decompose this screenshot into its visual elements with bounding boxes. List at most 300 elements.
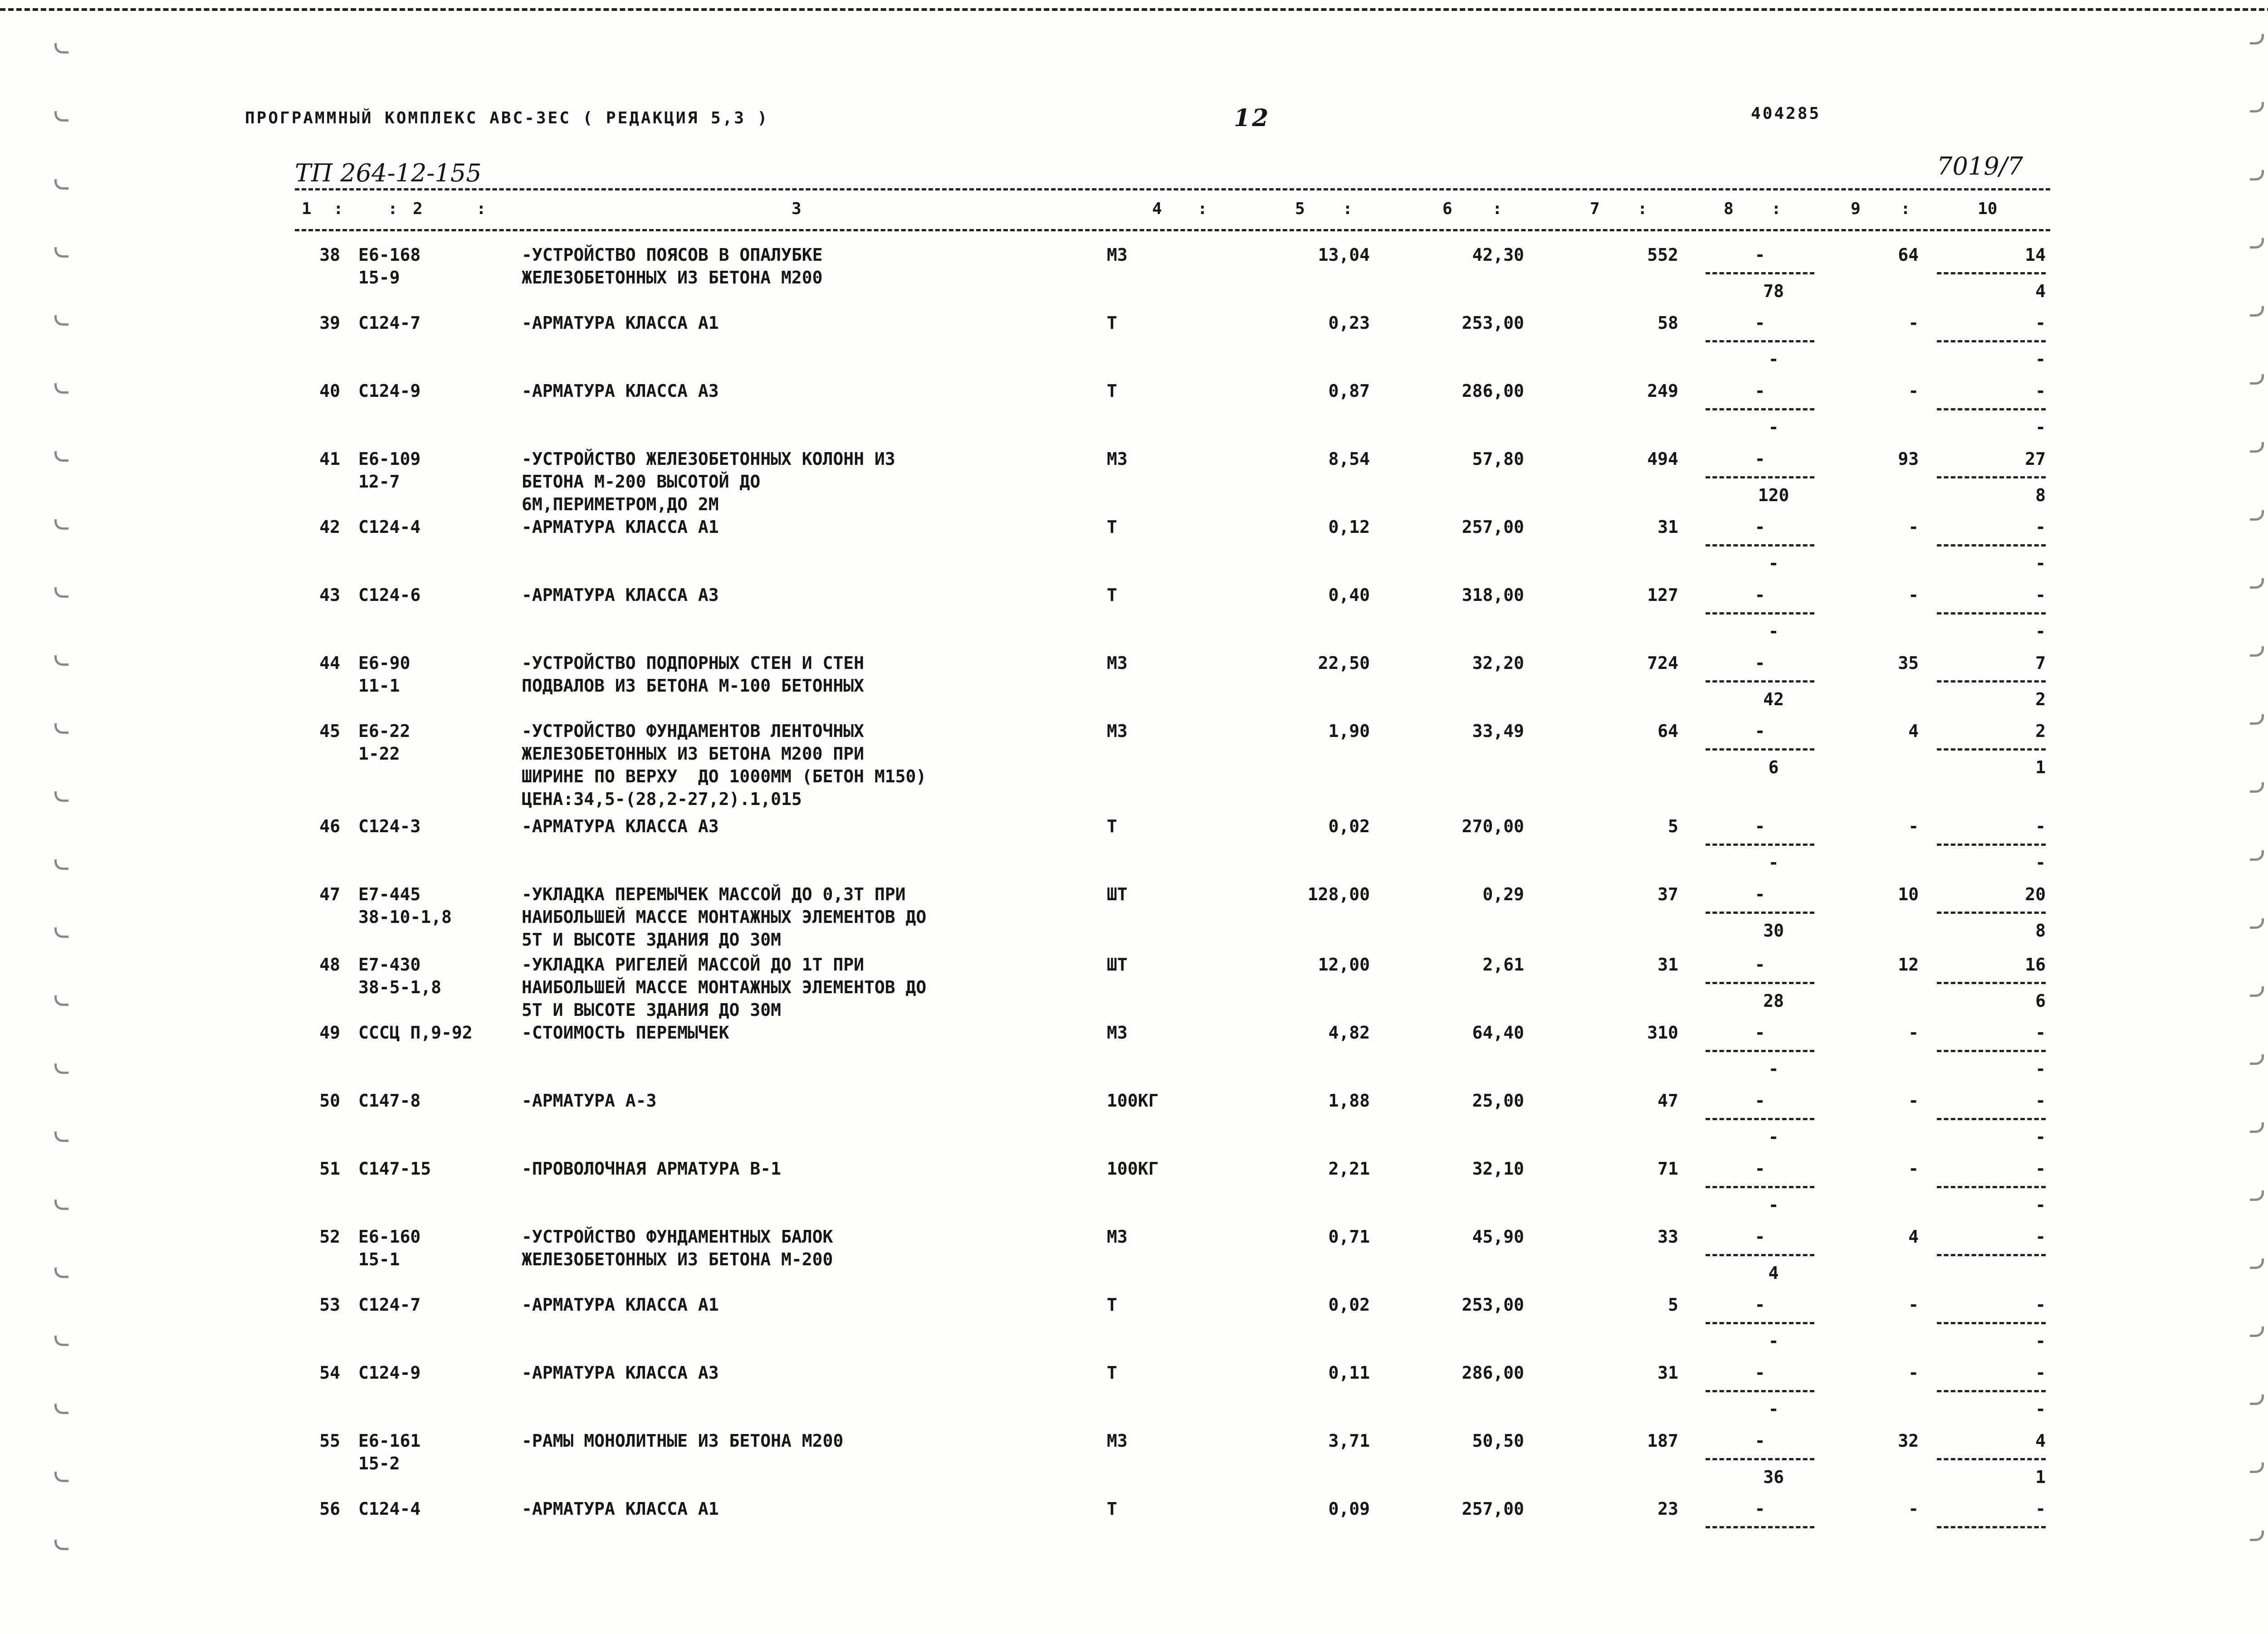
col10-bottom: - <box>2035 1331 2046 1351</box>
col10-bottom: - <box>2035 553 2046 573</box>
col10-bottom: 1 <box>2035 1467 2046 1487</box>
work-description: 5Т И ВЫСОТЕ ЗДАНИЯ ДО 30М <box>522 930 781 950</box>
unit-price: 318,00 <box>1461 585 1524 605</box>
col10-top: - <box>2035 1499 2046 1519</box>
column-separator: : <box>1637 200 1647 218</box>
unit: Т <box>1107 1499 1117 1519</box>
row-number: 54 <box>319 1363 340 1383</box>
unit-price: 0,29 <box>1482 884 1524 904</box>
right-feed-hole-mark <box>2250 374 2264 385</box>
quantity: 1,88 <box>1328 1091 1370 1111</box>
col8-fraction-rule <box>1706 1390 1814 1392</box>
col10-top: 16 <box>2025 955 2046 975</box>
work-description: ЦЕНА:34,5-(28,2-27,2).1,015 <box>522 789 802 809</box>
left-feed-hole-mark <box>54 1132 68 1142</box>
left-feed-hole-mark <box>54 927 68 938</box>
col8-top: - <box>1755 1091 1765 1111</box>
rate-code: С124-9 <box>358 1363 421 1383</box>
col8-fraction-rule <box>1706 612 1814 615</box>
col8-top: - <box>1755 1023 1765 1043</box>
work-description: -УСТРОЙСТВО ПОЯСОВ В ОПАЛУБКЕ <box>522 245 823 265</box>
col8-bottom: - <box>1768 1195 1779 1215</box>
col8-fraction-rule <box>1706 1186 1814 1188</box>
right-feed-hole-mark <box>2250 714 2264 725</box>
col8-top: - <box>1755 1295 1765 1315</box>
row-number: 55 <box>319 1431 340 1451</box>
total-cost: 310 <box>1647 1023 1678 1043</box>
col10-bottom: - <box>2035 1399 2046 1419</box>
right-feed-hole-mark <box>2250 1463 2264 1473</box>
right-feed-hole-mark <box>2250 102 2264 112</box>
right-feed-hole-mark <box>2250 170 2264 180</box>
quantity: 0,12 <box>1328 517 1370 537</box>
col9: 10 <box>1898 884 1919 904</box>
col8-top: - <box>1755 313 1765 333</box>
left-feed-hole-mark <box>54 655 68 666</box>
col9: - <box>1908 1023 1919 1043</box>
right-feed-hole-mark <box>2250 442 2264 453</box>
col8-bottom: - <box>1768 621 1779 641</box>
col8-fraction-rule <box>1706 544 1814 546</box>
col10-bottom: 8 <box>2035 921 2046 941</box>
total-cost: 71 <box>1657 1159 1678 1179</box>
col8-fraction-rule <box>1706 1254 1814 1256</box>
work-description: -АРМАТУРА КЛАССА А1 <box>522 1499 719 1519</box>
column-header-10: 10 <box>1978 200 1998 218</box>
right-feed-hole-mark <box>2250 646 2264 657</box>
col8-fraction-rule <box>1706 476 1814 478</box>
right-feed-hole-mark <box>2250 782 2264 793</box>
col10-bottom: 1 <box>2035 757 2046 777</box>
col10-fraction-rule <box>1937 680 2046 683</box>
column-separator: : <box>1198 200 1207 218</box>
quantity: 22,50 <box>1318 653 1370 673</box>
left-feed-hole-mark <box>54 451 68 462</box>
right-feed-hole-mark <box>2250 1258 2264 1269</box>
col8-top: - <box>1755 585 1765 605</box>
unit-price: 45,90 <box>1472 1227 1524 1247</box>
unit: Т <box>1107 585 1117 605</box>
quantity: 4,82 <box>1328 1023 1370 1043</box>
top-dashed-rule <box>0 8 2268 11</box>
col10-fraction-rule <box>1937 612 2046 615</box>
col10-bottom: 2 <box>2035 689 2046 709</box>
unit-price: 2,61 <box>1482 955 1524 975</box>
col8-bottom: - <box>1768 349 1779 369</box>
unit: М3 <box>1107 721 1128 741</box>
col9: - <box>1908 585 1919 605</box>
rate-code: С124-4 <box>358 517 421 537</box>
column-header-4: 4 <box>1152 200 1162 218</box>
unit-price: 64,40 <box>1472 1023 1524 1043</box>
unit: 100КГ <box>1107 1091 1159 1111</box>
rate-code-sub: 1-22 <box>358 744 400 764</box>
work-description: ПОДВАЛОВ ИЗ БЕТОНА М-100 БЕТОННЫХ <box>522 676 864 696</box>
col8-fraction-rule <box>1706 844 1814 846</box>
unit-price: 257,00 <box>1461 517 1524 537</box>
column-separator: : <box>1343 200 1353 218</box>
work-description: -УСТРОЙСТВО ПОДПОРНЫХ СТЕН И СТЕН <box>522 653 864 673</box>
col10-top: 14 <box>2025 245 2046 265</box>
left-feed-hole-mark <box>54 1472 68 1482</box>
rate-code-sub: 15-2 <box>358 1454 400 1473</box>
row-number: 45 <box>319 721 340 741</box>
unit: Т <box>1107 1363 1117 1383</box>
col9: 35 <box>1898 653 1919 673</box>
row-number: 41 <box>319 449 340 469</box>
work-description: 6М,ПЕРИМЕТРОМ,ДО 2М <box>522 494 719 514</box>
col9: 32 <box>1898 1431 1919 1451</box>
total-cost: 5 <box>1668 1295 1678 1315</box>
col10-bottom: - <box>2035 1195 2046 1215</box>
col8-bottom: - <box>1768 1127 1779 1147</box>
col9: - <box>1908 816 1919 836</box>
col8-fraction-rule <box>1706 1050 1814 1052</box>
work-description: ШИРИНЕ ПО ВЕРХУ ДО 1000ММ (БЕТОН М150) <box>522 766 927 786</box>
col10-top: - <box>2035 1091 2046 1111</box>
col8-fraction-rule <box>1706 1118 1814 1120</box>
left-feed-hole-mark <box>54 1336 68 1346</box>
column-header-2: 2 <box>413 200 423 218</box>
col8-bottom: 28 <box>1763 991 1784 1011</box>
work-description: ЖЕЛЕЗОБЕТОННЫХ ИЗ БЕТОНА М200 <box>522 268 823 288</box>
left-feed-hole-mark <box>54 723 68 734</box>
col10-bottom: - <box>2035 1127 2046 1147</box>
col8-top: - <box>1755 245 1765 265</box>
col8-top: - <box>1755 1431 1765 1451</box>
row-number: 46 <box>319 816 340 836</box>
rate-code-sub: 38-10-1,8 <box>358 907 452 927</box>
row-number: 47 <box>319 884 340 904</box>
col10-fraction-rule <box>1937 1050 2046 1052</box>
unit-price: 32,10 <box>1472 1159 1524 1179</box>
left-feed-hole-mark <box>54 859 68 870</box>
col10-fraction-rule <box>1937 844 2046 846</box>
col10-top: - <box>2035 1159 2046 1179</box>
left-feed-hole-mark <box>54 315 68 326</box>
quantity: 3,71 <box>1328 1431 1370 1451</box>
unit: ШТ <box>1107 884 1128 904</box>
total-cost: 552 <box>1647 245 1678 265</box>
col10-top: 7 <box>2035 653 2046 673</box>
col10-top: 2 <box>2035 721 2046 741</box>
col10-top: - <box>2035 1227 2046 1247</box>
col8-fraction-rule <box>1706 748 1814 751</box>
unit: Т <box>1107 1295 1117 1315</box>
unit-price: 33,49 <box>1472 721 1524 741</box>
col10-top: - <box>2035 585 2046 605</box>
row-number: 38 <box>319 245 340 265</box>
work-description: -АРМАТУРА А-3 <box>522 1091 657 1111</box>
col10-top: - <box>2035 1295 2046 1315</box>
work-description: -УСТРОЙСТВО ФУНДАМЕНТНЫХ БАЛОК <box>522 1227 833 1247</box>
left-feed-hole-mark <box>54 383 68 394</box>
col9: - <box>1908 1499 1919 1519</box>
left-feed-hole-mark <box>54 519 68 530</box>
unit-price: 253,00 <box>1461 1295 1524 1315</box>
rate-code: С124-9 <box>358 381 421 401</box>
rate-code: С124-4 <box>358 1499 421 1519</box>
quantity: 8,54 <box>1328 449 1370 469</box>
quantity: 0,40 <box>1328 585 1370 605</box>
quantity: 2,21 <box>1328 1159 1370 1179</box>
col9: - <box>1908 1363 1919 1383</box>
col10-bottom: - <box>2035 853 2046 873</box>
col8-bottom: - <box>1768 1059 1779 1079</box>
col8-fraction-rule <box>1706 680 1814 683</box>
quantity: 0,02 <box>1328 1295 1370 1315</box>
work-description: -АРМАТУРА КЛАССА А1 <box>522 313 719 333</box>
quantity: 128,00 <box>1307 884 1370 904</box>
total-cost: 23 <box>1657 1499 1678 1519</box>
rate-code-sub: 15-9 <box>358 268 400 288</box>
work-description: -СТОИМОСТЬ ПЕРЕМЫЧЕК <box>522 1023 729 1043</box>
left-feed-hole-mark <box>54 587 68 598</box>
total-cost: 494 <box>1647 449 1678 469</box>
rate-code: Е6-90 <box>358 653 411 673</box>
rate-code: Е6-22 <box>358 721 411 741</box>
rate-code-sub: 11-1 <box>358 676 400 696</box>
col8-top: - <box>1755 449 1765 469</box>
col8-fraction-rule <box>1706 408 1814 410</box>
work-description: -УКЛАДКА РИГЕЛЕЙ МАССОЙ ДО 1Т ПРИ <box>522 955 864 975</box>
right-feed-hole-mark <box>2250 578 2264 589</box>
total-cost: 724 <box>1647 653 1678 673</box>
left-feed-hole-mark <box>54 179 68 190</box>
col8-fraction-rule <box>1706 272 1814 274</box>
work-description: -РАМЫ МОНОЛИТНЫЕ ИЗ БЕТОНА М200 <box>522 1431 844 1451</box>
quantity: 12,00 <box>1318 955 1370 975</box>
rate-code-sub: 12-7 <box>358 472 400 492</box>
column-header-3: 3 <box>792 200 802 218</box>
right-feed-hole-mark <box>2250 238 2264 249</box>
quantity: 0,02 <box>1328 816 1370 836</box>
col8-fraction-rule <box>1706 912 1814 914</box>
row-number: 40 <box>319 381 340 401</box>
col9: 64 <box>1898 245 1919 265</box>
col8-fraction-rule <box>1706 1458 1814 1460</box>
col10-fraction-rule <box>1937 1254 2046 1256</box>
col10-fraction-rule <box>1937 1526 2046 1528</box>
col10-fraction-rule <box>1937 748 2046 751</box>
total-cost: 33 <box>1657 1227 1678 1247</box>
unit-price: 25,00 <box>1472 1091 1524 1111</box>
work-description: -УКЛАДКА ПЕРЕМЫЧЕК МАССОЙ ДО 0,3Т ПРИ <box>522 884 906 904</box>
col10-fraction-rule <box>1937 476 2046 478</box>
right-feed-hole-mark <box>2250 986 2264 997</box>
work-description: -УСТРОЙСТВО ЖЕЛЕЗОБЕТОННЫХ КОЛОНН ИЗ <box>522 449 895 469</box>
col9: - <box>1908 1295 1919 1315</box>
quantity: 0,71 <box>1328 1227 1370 1247</box>
column-separator: : <box>1771 200 1781 218</box>
col8-top: - <box>1755 381 1765 401</box>
unit-price: 57,80 <box>1472 449 1524 469</box>
unit-price: 270,00 <box>1461 816 1524 836</box>
quantity: 0,09 <box>1328 1499 1370 1519</box>
unit-price: 50,50 <box>1472 1431 1524 1451</box>
left-feed-hole-mark <box>54 1063 68 1074</box>
col8-bottom: 4 <box>1768 1263 1779 1283</box>
work-description: 5Т И ВЫСОТЕ ЗДАНИЯ ДО 30М <box>522 1000 781 1020</box>
col8-bottom: - <box>1768 1399 1779 1419</box>
col9: - <box>1908 313 1919 333</box>
col9: 93 <box>1898 449 1919 469</box>
row-number: 43 <box>319 585 340 605</box>
left-feed-hole-mark <box>54 111 68 122</box>
work-description: НАИБОЛЬШЕЙ МАССЕ МОНТАЖНЫХ ЭЛЕМЕНТОВ ДО <box>522 907 927 927</box>
col9: - <box>1908 517 1919 537</box>
col8-fraction-rule <box>1706 982 1814 984</box>
column-separator: : <box>388 200 398 218</box>
col10-fraction-rule <box>1937 340 2046 342</box>
right-feed-hole-mark <box>2250 510 2264 521</box>
row-number: 44 <box>319 653 340 673</box>
header-rule-top <box>295 188 2050 190</box>
work-description: -АРМАТУРА КЛАССА А1 <box>522 1295 719 1315</box>
col8-bottom: - <box>1768 553 1779 573</box>
col8-top: - <box>1755 517 1765 537</box>
work-description: НАИБОЛЬШЕЙ МАССЕ МОНТАЖНЫХ ЭЛЕМЕНТОВ ДО <box>522 977 927 997</box>
row-number: 51 <box>319 1159 340 1179</box>
col8-top: - <box>1755 884 1765 904</box>
unit: Т <box>1107 313 1117 333</box>
rate-code: Е7-430 <box>358 955 421 975</box>
rate-code: Е6-161 <box>358 1431 421 1451</box>
total-cost: 31 <box>1657 517 1678 537</box>
col8-top: - <box>1755 1227 1765 1247</box>
col10-fraction-rule <box>1937 544 2046 546</box>
col8-bottom: 120 <box>1758 485 1789 505</box>
col10-top: - <box>2035 517 2046 537</box>
right-feed-hole-mark <box>2250 1327 2264 1337</box>
col10-top: - <box>2035 381 2046 401</box>
total-cost: 31 <box>1657 1363 1678 1383</box>
rate-code: С124-7 <box>358 313 421 333</box>
col9: 4 <box>1908 721 1919 741</box>
unit: Т <box>1107 517 1117 537</box>
col10-bottom: 8 <box>2035 485 2046 505</box>
unit-price: 42,30 <box>1472 245 1524 265</box>
col10-fraction-rule <box>1937 1322 2046 1324</box>
quantity: 0,23 <box>1328 313 1370 333</box>
quantity: 0,11 <box>1328 1363 1370 1383</box>
right-feed-hole-mark <box>2250 1122 2264 1133</box>
col8-top: - <box>1755 955 1765 975</box>
total-cost: 47 <box>1657 1091 1678 1111</box>
col8-bottom: - <box>1768 417 1779 437</box>
row-number: 53 <box>319 1295 340 1315</box>
col8-top: - <box>1755 1363 1765 1383</box>
unit: М3 <box>1107 1023 1128 1043</box>
doc-reference-handwritten: ТП 264-12-155 <box>295 159 482 187</box>
work-description: -УСТРОЙСТВО ФУНДАМЕНТОВ ЛЕНТОЧНЫХ <box>522 721 864 741</box>
rate-code: Е6-168 <box>358 245 421 265</box>
col9: 12 <box>1898 955 1919 975</box>
col8-bottom: 78 <box>1763 281 1784 301</box>
col10-fraction-rule <box>1937 1186 2046 1188</box>
column-header-6: 6 <box>1442 200 1452 218</box>
col10-bottom: 6 <box>2035 991 2046 1011</box>
rate-code: Е7-445 <box>358 884 421 904</box>
column-separator: : <box>1492 200 1502 218</box>
unit: М3 <box>1107 1227 1128 1247</box>
unit: 100КГ <box>1107 1159 1159 1179</box>
quantity: 13,04 <box>1318 245 1370 265</box>
col8-fraction-rule <box>1706 1322 1814 1324</box>
rate-code: СССЦ П,9-92 <box>358 1023 473 1043</box>
unit: М3 <box>1107 449 1128 469</box>
left-feed-hole-mark <box>54 247 68 258</box>
work-description: ЖЕЛЕЗОБЕТОННЫХ ИЗ БЕТОНА М200 ПРИ <box>522 744 864 764</box>
row-number: 42 <box>319 517 340 537</box>
program-title: ПРОГРАММНЫЙ КОМПЛЕКС АВС-3ЕС ( РЕДАКЦИЯ 5,3 ) <box>245 109 769 127</box>
left-feed-hole-mark <box>54 791 68 802</box>
right-feed-hole-mark <box>2250 850 2264 861</box>
unit-price: 257,00 <box>1461 1499 1524 1519</box>
column-header-9: 9 <box>1851 200 1861 218</box>
right-feed-hole-mark <box>2250 1190 2264 1201</box>
right-feed-hole-mark <box>2250 34 2264 44</box>
row-number: 49 <box>319 1023 340 1043</box>
col10-fraction-rule <box>1937 1390 2046 1392</box>
col10-fraction-rule <box>1937 912 2046 914</box>
left-feed-hole-mark <box>54 1268 68 1278</box>
total-cost: 127 <box>1647 585 1678 605</box>
right-feed-hole-mark <box>2250 1395 2264 1405</box>
unit: М3 <box>1107 245 1128 265</box>
unit: М3 <box>1107 1431 1128 1451</box>
col10-top: - <box>2035 816 2046 836</box>
col8-bottom: - <box>1768 1331 1779 1351</box>
col10-top: 20 <box>2025 884 2046 904</box>
row-number: 48 <box>319 955 340 975</box>
rate-code: Е6-160 <box>358 1227 421 1247</box>
col10-fraction-rule <box>1937 1458 2046 1460</box>
work-description: -АРМАТУРА КЛАССА А3 <box>522 585 719 605</box>
sheet-number-handwritten: 7019/7 <box>1937 152 2023 180</box>
unit-price: 286,00 <box>1461 381 1524 401</box>
col9: - <box>1908 381 1919 401</box>
col8-top: - <box>1755 1499 1765 1519</box>
left-feed-hole-mark <box>54 1404 68 1414</box>
col8-bottom: 6 <box>1768 757 1779 777</box>
col10-top: 4 <box>2035 1431 2046 1451</box>
total-cost: 31 <box>1657 955 1678 975</box>
rate-code: С147-8 <box>358 1091 421 1111</box>
work-description: -АРМАТУРА КЛАССА А3 <box>522 381 719 401</box>
unit-price: 286,00 <box>1461 1363 1524 1383</box>
column-separator: : <box>1901 200 1911 218</box>
col10-top: 27 <box>2025 449 2046 469</box>
col10-fraction-rule <box>1937 408 2046 410</box>
col10-top: - <box>2035 313 2046 333</box>
rate-code: Е6-109 <box>358 449 421 469</box>
row-number: 52 <box>319 1227 340 1247</box>
col10-bottom: 4 <box>2035 281 2046 301</box>
col10-fraction-rule <box>1937 982 2046 984</box>
column-separator: : <box>476 200 486 218</box>
rate-code: С124-7 <box>358 1295 421 1315</box>
col10-top: - <box>2035 1363 2046 1383</box>
work-description: -АРМАТУРА КЛАССА А1 <box>522 517 719 537</box>
total-cost: 187 <box>1647 1431 1678 1451</box>
right-feed-hole-mark <box>2250 1531 2264 1541</box>
column-header-7: 7 <box>1590 200 1600 218</box>
unit: М3 <box>1107 653 1128 673</box>
work-description: -АРМАТУРА КЛАССА А3 <box>522 1363 719 1383</box>
col8-top: - <box>1755 816 1765 836</box>
col8-bottom: - <box>1768 853 1779 873</box>
